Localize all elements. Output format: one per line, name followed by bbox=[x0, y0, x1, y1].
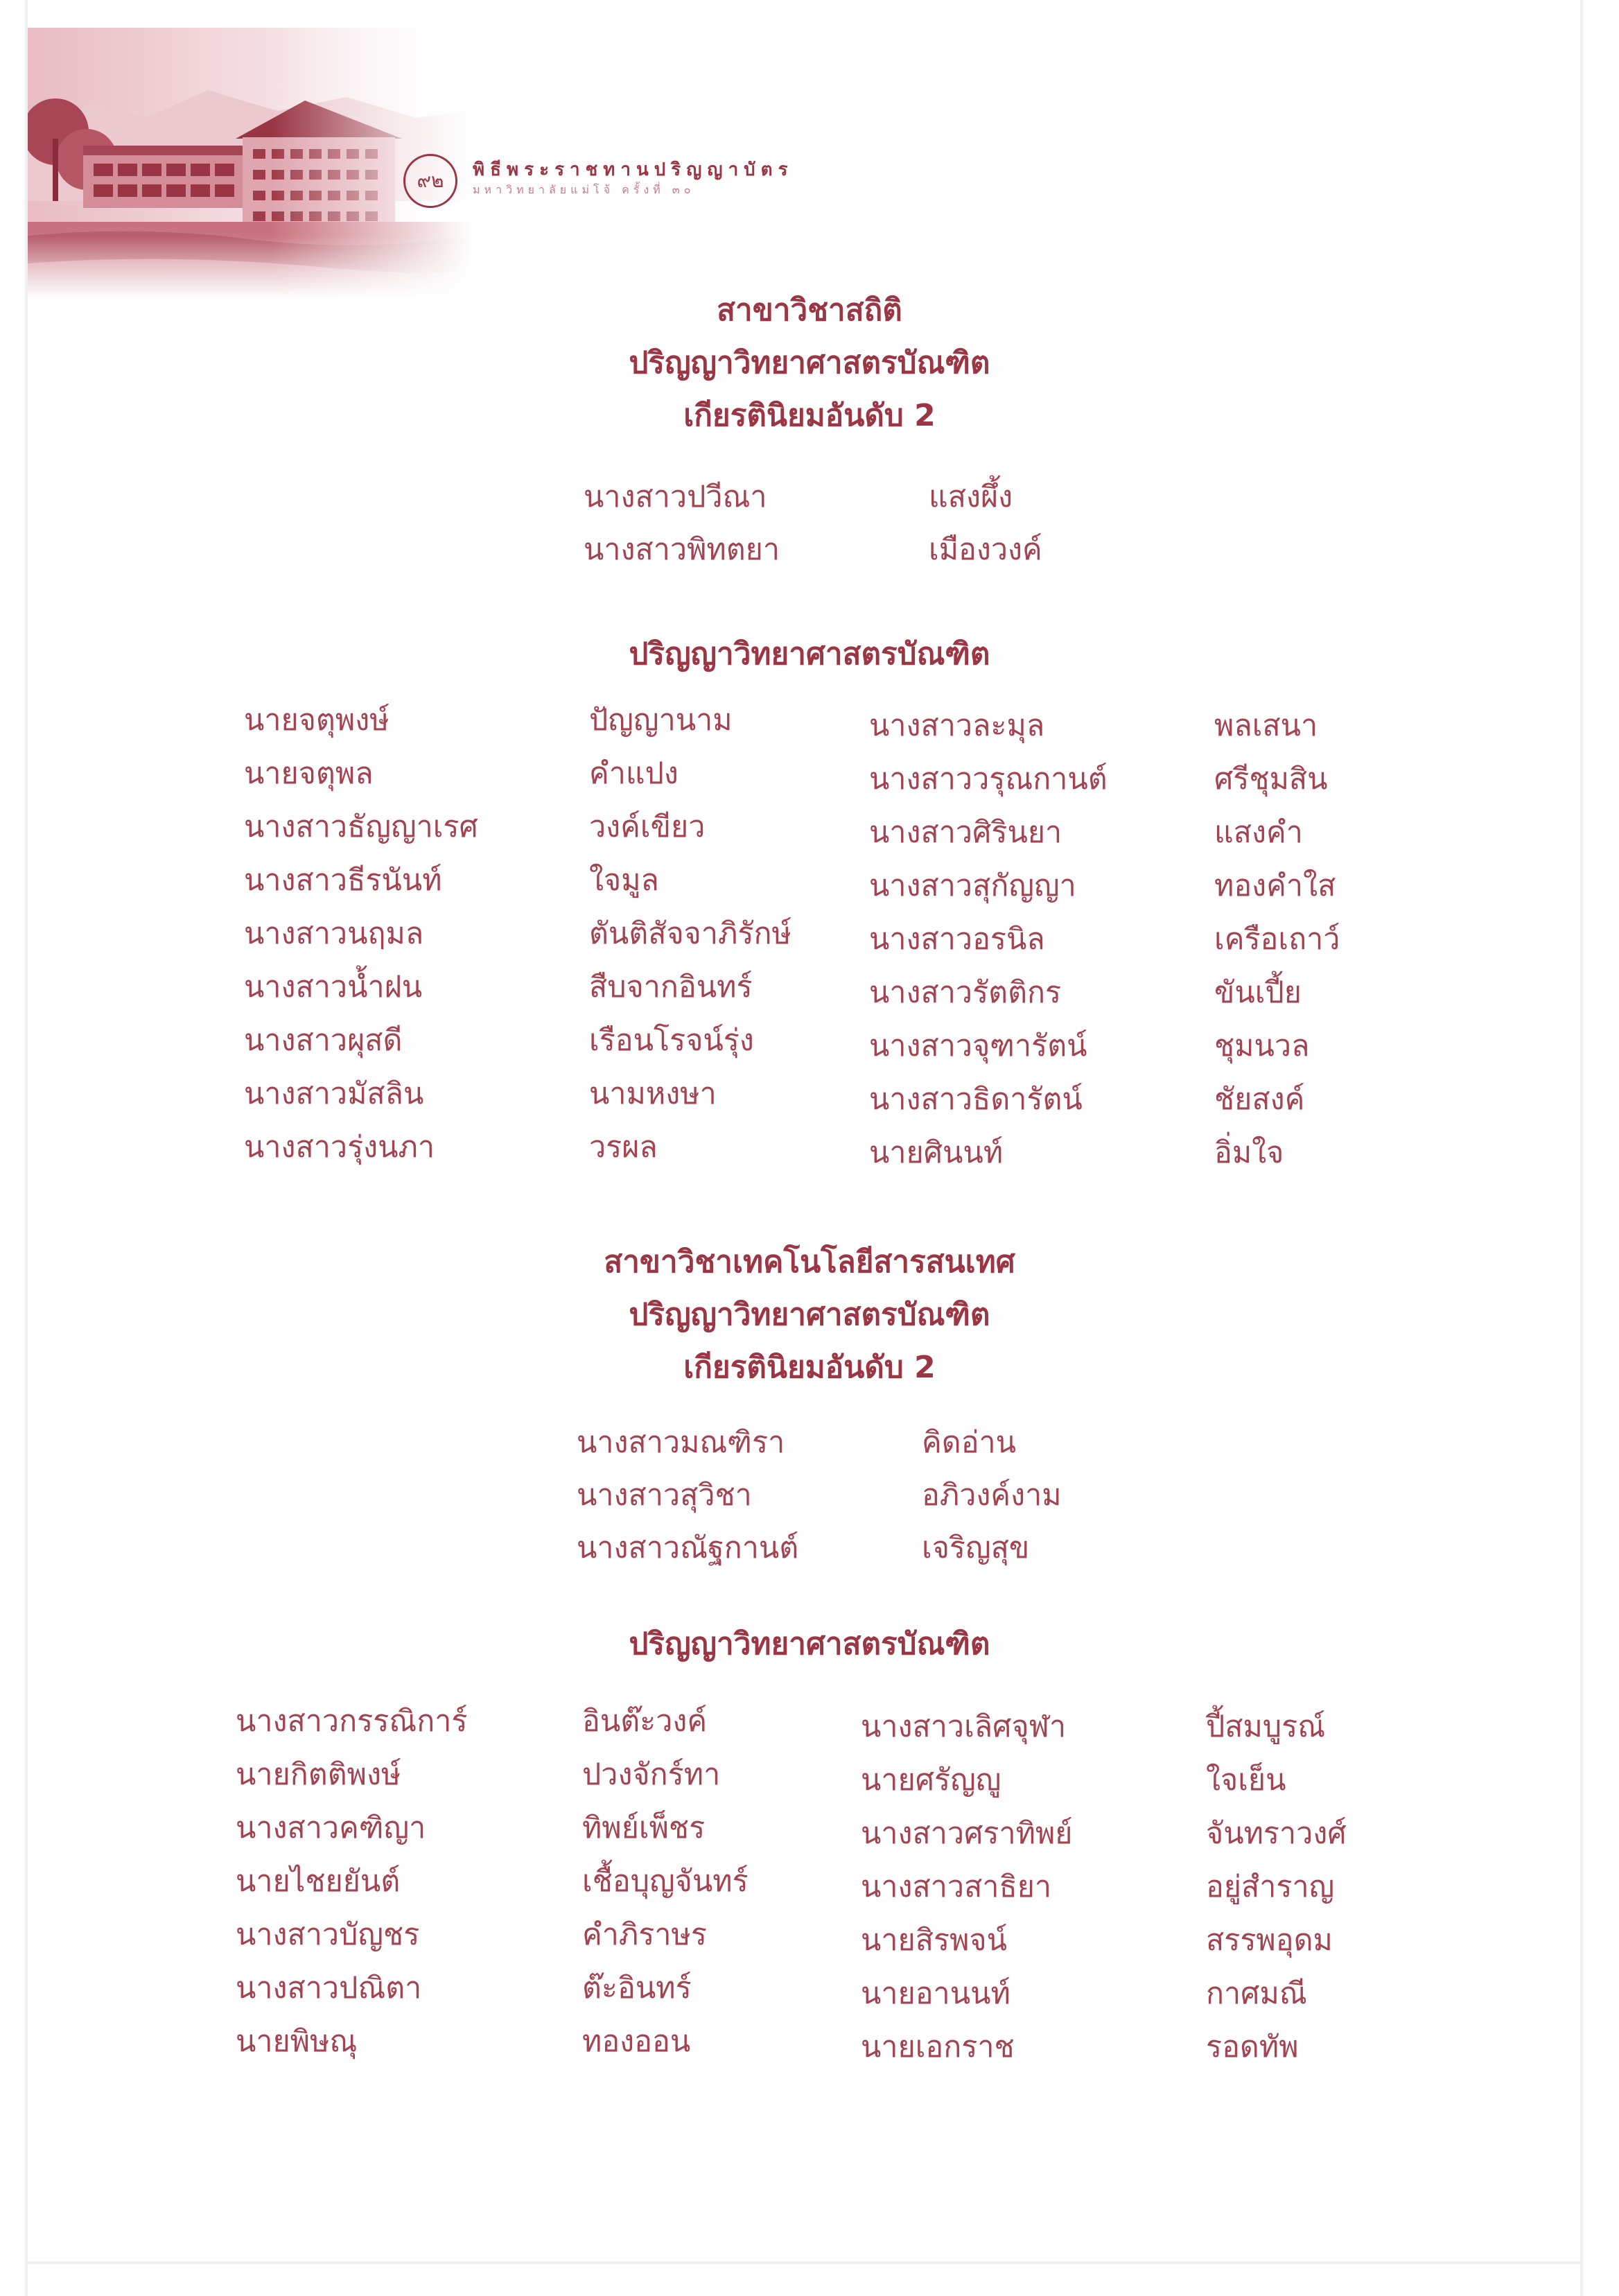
graduate-last-name: สืบจากอินทร์ bbox=[589, 970, 753, 1004]
graduate-first-name: นางสาวรัตติกร bbox=[869, 975, 1062, 1010]
honors-heading-it: เกียรตินิยมอันดับ 2 bbox=[683, 1350, 936, 1385]
honors-heading-statistics: เกียรตินิยมอันดับ 2 bbox=[683, 398, 936, 433]
graduate-first-name: นางสาวอรนิล bbox=[869, 922, 1045, 957]
graduate-last-name: คำแปง bbox=[589, 756, 679, 791]
graduate-first-name: นางสาวละมุล bbox=[869, 708, 1045, 743]
honors-last-name: เจริญสุข bbox=[922, 1531, 1030, 1565]
graduate-last-name: ทิพย์เพ็ชร bbox=[582, 1811, 706, 1845]
graduate-first-name: นางสาวนฤมล bbox=[244, 916, 424, 951]
honors-first-name: นางสาวปวีณา bbox=[584, 480, 767, 514]
graduate-first-name: นายศรัญญู bbox=[861, 1763, 1001, 1798]
graduate-first-name: นางสาวธิดารัตน์ bbox=[869, 1082, 1083, 1117]
graduate-first-name: นายสิรพจน์ bbox=[861, 1923, 1008, 1958]
graduate-last-name: ศรีชุมสิน bbox=[1214, 762, 1328, 797]
graduate-last-name: เรือนโรจน์รุ่ง bbox=[589, 1023, 754, 1058]
graduate-last-name: อยู่สำราญ bbox=[1206, 1870, 1335, 1904]
graduate-last-name: รอดทัพ bbox=[1206, 2030, 1299, 2064]
graduate-first-name: นายจตุพล bbox=[244, 756, 374, 791]
graduate-last-name: ใจเย็น bbox=[1206, 1763, 1286, 1798]
graduate-first-name: นางสาวมัสลิน bbox=[244, 1077, 424, 1111]
major-heading-statistics: สาขาวิชาสถิติ bbox=[717, 293, 902, 328]
ceremony-header bbox=[403, 146, 847, 208]
graduate-last-name: ขันเปี้ย bbox=[1214, 975, 1302, 1010]
degree-heading-statistics: ปริญญาวิทยาศาสตรบัณฑิต bbox=[629, 636, 990, 672]
graduate-first-name: นางสาวจุฑารัตน์ bbox=[869, 1029, 1087, 1063]
major-heading-it: สาขาวิชาเทคโนโลยีสารสนเทศ bbox=[604, 1244, 1015, 1280]
degree-heading-statistics-honors: ปริญญาวิทยาศาสตรบัณฑิต bbox=[629, 345, 990, 381]
graduate-first-name: นายพิษณุ bbox=[236, 2024, 358, 2059]
graduate-last-name: ปี้สมบูรณ์ bbox=[1206, 1710, 1326, 1744]
honors-last-name: คิดอ่าน bbox=[922, 1425, 1017, 1460]
honors-last-name: แสงผึ้ง bbox=[929, 480, 1013, 514]
degree-heading-it: ปริญญาวิทยาศาสตรบัณฑิต bbox=[629, 1626, 990, 1662]
graduate-first-name: นางสาวศิรินยา bbox=[869, 815, 1062, 850]
graduate-first-name: นายศินนท์ bbox=[869, 1136, 1004, 1170]
graduate-first-name: นางสาวคฑิญา bbox=[236, 1811, 426, 1845]
graduate-last-name: ใจมูล bbox=[589, 863, 659, 898]
graduate-last-name: ชุมนวล bbox=[1214, 1029, 1310, 1063]
graduate-last-name: เชื้อบุญจันทร์ bbox=[582, 1864, 749, 1899]
graduate-first-name: นางสาววรุณกานต์ bbox=[869, 762, 1108, 797]
graduate-first-name: นางสาวสุกัญญา bbox=[869, 869, 1076, 903]
page-number: ๙๒ bbox=[417, 169, 444, 192]
degree-heading-it-honors: ปริญญาวิทยาศาสตรบัณฑิต bbox=[629, 1297, 990, 1332]
graduate-first-name: นางสาวธีรนันท์ bbox=[244, 863, 442, 898]
graduate-first-name: นางสาวปณิตา bbox=[236, 1971, 422, 2006]
graduate-last-name: จันทราวงศ์ bbox=[1206, 1816, 1347, 1851]
graduate-last-name: วงค์เขียว bbox=[589, 810, 706, 844]
honors-first-name: นางสาวณัฐกานต์ bbox=[577, 1531, 799, 1565]
graduate-first-name: นายอานนท์ bbox=[861, 1976, 1010, 2011]
graduate-last-name: แสงคำ bbox=[1214, 815, 1303, 850]
graduate-first-name: นางสาวรุ่งนภา bbox=[244, 1130, 435, 1165]
graduate-last-name: ตันติสัจจาภิรักษ์ bbox=[589, 916, 791, 951]
graduate-first-name: นางสาวบัญชร bbox=[236, 1917, 420, 1952]
graduate-last-name: ทองคำใส bbox=[1214, 869, 1336, 903]
graduate-last-name: กาศมณี bbox=[1206, 1976, 1307, 2011]
graduate-first-name: นายกิตติพงษ์ bbox=[236, 1757, 401, 1792]
graduate-last-name: ปัญญานาม bbox=[589, 703, 733, 738]
page-edge-bottom bbox=[25, 2261, 1583, 2264]
graduate-first-name: นางสาวธัญญาเรศ bbox=[244, 810, 478, 844]
graduate-last-name: อิ่มใจ bbox=[1214, 1136, 1284, 1170]
graduate-last-name: ทองออน bbox=[582, 2024, 691, 2059]
graduate-last-name: ปวงจักร์ทา bbox=[582, 1757, 721, 1792]
honors-first-name: นางสาวสุวิชา bbox=[577, 1478, 752, 1513]
graduate-first-name: นางสาวสาธิยา bbox=[861, 1870, 1052, 1904]
graduate-first-name: นายไชยยันต์ bbox=[236, 1864, 401, 1899]
graduate-first-name: นายจตุพงษ์ bbox=[244, 703, 390, 738]
graduate-first-name: นางสาวผุสดี bbox=[244, 1023, 403, 1058]
graduate-last-name: นามหงษา bbox=[589, 1077, 717, 1111]
ceremony-subtitle: มหาวิทยาลัยแม่โจ้ ครั้งที่ ๓๐ bbox=[473, 183, 695, 196]
graduate-first-name: นายเอกราช bbox=[861, 2030, 1015, 2064]
ceremony-title: พิธีพระราชทานปริญญาบัตร bbox=[473, 159, 794, 180]
honors-last-name: เมืองวงค์ bbox=[929, 532, 1042, 567]
honors-first-name: นางสาวพิทตยา bbox=[584, 532, 780, 567]
graduate-first-name: นางสาวศราทิพย์ bbox=[861, 1816, 1073, 1851]
graduate-last-name: ต๊ะอินทร์ bbox=[582, 1971, 692, 2006]
graduate-last-name: คำภิราษร bbox=[582, 1917, 707, 1952]
honors-last-name: อภิวงค์งาม bbox=[922, 1478, 1062, 1513]
graduate-first-name: นางสาวเลิศจุฬา bbox=[861, 1710, 1067, 1744]
graduate-last-name: วรผล bbox=[589, 1130, 658, 1165]
honors-first-name: นางสาวมณฑิรา bbox=[577, 1425, 785, 1460]
graduate-first-name: นางสาวน้ำฝน bbox=[244, 970, 423, 1004]
graduate-last-name: เครือเถาว์ bbox=[1214, 922, 1340, 957]
graduate-last-name: สรรพอุดม bbox=[1206, 1923, 1333, 1958]
graduate-last-name: อินต๊ะวงค์ bbox=[582, 1704, 708, 1739]
graduate-first-name: นางสาวกรรณิการ์ bbox=[236, 1704, 468, 1739]
graduate-last-name: พลเสนา bbox=[1214, 708, 1318, 743]
graduate-last-name: ชัยสงค์ bbox=[1214, 1082, 1305, 1117]
page-number-seal bbox=[403, 154, 457, 208]
